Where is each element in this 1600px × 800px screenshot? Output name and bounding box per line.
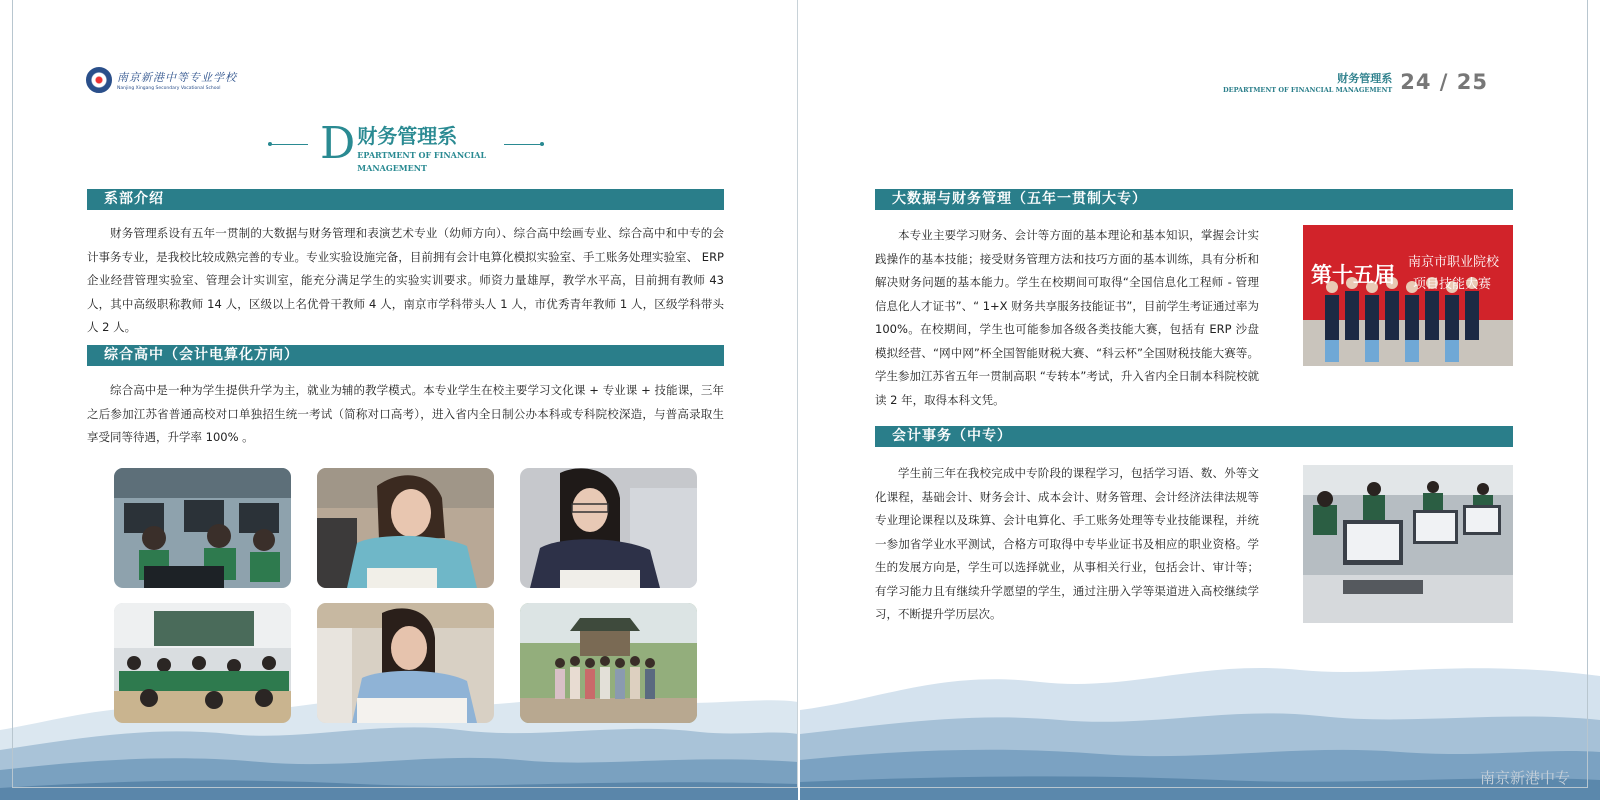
left-page [0,0,798,800]
logo-name-en: Nanjing Xingang Secondary Vocational School [117,86,221,91]
banner-session: 第十五届 [1311,263,1395,287]
photo-classroom [114,603,291,723]
photo-teacher-reading [317,603,494,723]
right-page [800,0,1600,800]
banner-line2: 项目技能大赛 [1413,277,1492,292]
watermark: 南京新港中专 [1479,769,1570,787]
title-rule-right [504,144,544,145]
photo-student-writing [317,468,494,588]
comprehensive-paragraph: 综合高中是一种为学生提供升学为主，就业为辅的教学模式。本专业学生在校主要学习文化课 + 专业课 + 技能课，三年之后参加江苏省普通高校对口单独招生统一考试（简称对口高考），进入省内全日制公办本科或专科院校深造，与普高录取生享受同等待遇，升学率 100% 。 [87,383,724,444]
page-header [1223,70,1488,94]
photo-group-outdoor [520,603,697,723]
school-emblem-icon [86,67,112,93]
page-numbers: 24 / 25 [1400,70,1488,94]
section-heading-bigdata: 大数据与财务管理（五年一贯制大专） [875,189,1513,210]
photo-computer-lab [114,468,291,588]
bigdata-paragraph: 本专业主要学习财务、会计等方面的基本理论和基本知识，掌握会计实践操作的基本技能；接受财务管理方法和技巧方面的基本训练，具有分析和解决财务问题的基本能力。学生在校期间可取得“全国信息化工程师 - 管理信息化人才证书”、“ 1+X 财务共享服务技能证书”，目前学生考证通过率为 100%。在校期间，学生也可能参加各级各类技能大赛，包括有 ERP 沙盘模拟经营、“网中网”杯全国智能财税大赛、“科云杯”全国财税技能大赛等。学生参加江苏省五年一贯制高职 “专转本”考试，升入省内全日制本科院校就读 2 年，取得本科文凭。 [875,228,1259,407]
title-en-line1: EPARTMENT OF FINANCIAL [357,150,487,160]
title-en-line2: MANAGEMENT [357,163,428,173]
title-rule-left [268,144,308,145]
photo-skills-competition [1303,225,1513,366]
accounting-paragraph: 学生前三年在我校完成中专阶段的课程学习，包括学习语、数、外等文化课程，基础会计、财务会计、成本会计、财务管理、会计经济法律法规等专业理论课程以及珠算、会计电算化、手工账务处理等专业技能课程，并统一参加省学业水平测试，合格方可取得中专毕业证书及相应的职业资格。学生的发展方向是，学生可以选择就业，从事相关行业，包括会计、审计等；有学习能力且有继续升学愿望的学生，通过注册入学等渠道进入高校继续学习，不断提升学历层次。 [875,466,1259,621]
header-dept-en: DEPARTMENT OF FINANCIAL MANAGEMENT [1223,86,1393,94]
intro-paragraph: 财务管理系设有五年一贯制的大数据与财务管理和表演艺术专业（幼师方向）、综合高中绘画专业、综合高中和中专的会计事务专业，是我校比较成熟完善的专业。专业实验设施完备，目前拥有会计电算化模拟实验室、手工账务处理实验室、 ERP 企业经营管理实验室、管理会计实训室，能充分满足学生的实验实训要求。师资力量雄厚，教学水平高，目前拥有教师 43 人，其中高级职称教师 14 人，区级以上名优骨干教师 4 人，南京市学科带头人 1 人，市优秀青年教师 1 人，区级学科带头人 2 人。 [87,226,724,334]
photo-computer-training [1303,465,1513,623]
photo-student-reading [520,468,697,588]
title-letter: D [320,118,356,169]
banner-line1: 南京市职业院校 [1408,255,1500,270]
header-dept-cn: 财务管理系 [1337,72,1393,85]
section-heading-accounting: 会计事务（中专） [875,426,1513,447]
page-title [268,118,544,174]
school-logo [86,67,237,93]
title-cn: 财务管理系 [357,124,458,148]
section-heading-comprehensive: 综合高中（会计电算化方向） [87,345,724,366]
logo-name-cn: 南京新港中等专业学校 [117,71,237,84]
section-heading-intro: 系部介绍 [87,189,724,210]
